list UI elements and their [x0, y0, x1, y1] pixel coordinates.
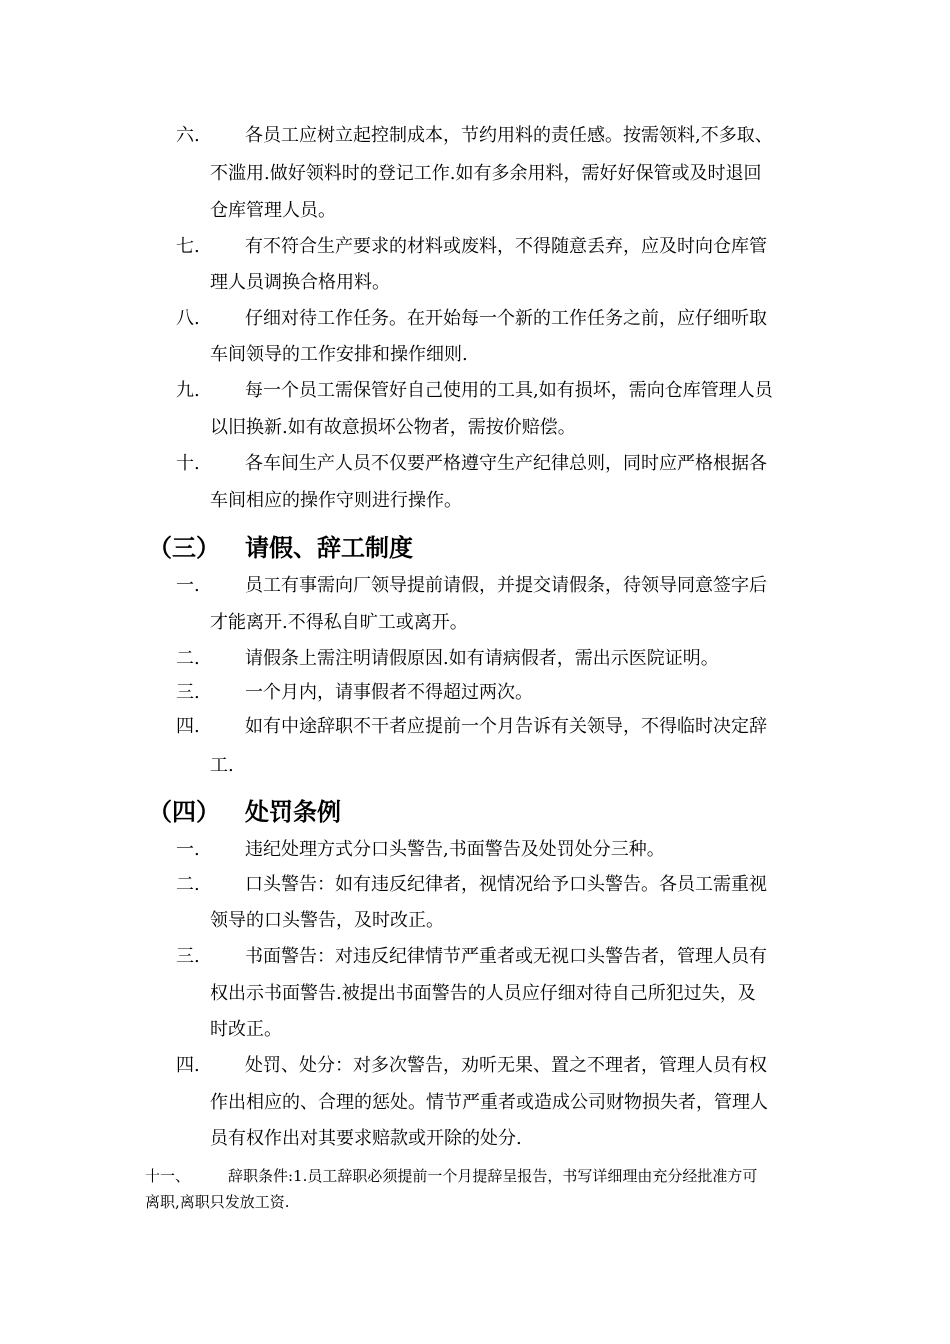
- item-text-line: 员工有事需向厂领导提前请假，并提交请假条，待领导同意签字后: [245, 575, 767, 596]
- item-text-line: 请假条上需注明请假原因.如有请病假者，需出示医院证明。: [245, 648, 719, 669]
- item-text-line: 车间相应的操作守则进行操作。: [210, 490, 462, 511]
- section-title: 请假、辞工制度: [245, 533, 413, 562]
- item-number: 三.: [176, 946, 200, 967]
- item-text-line: 违纪处理方式分口头警告,书面警告及处罚处分三种。: [245, 839, 665, 860]
- item-number: 二.: [176, 648, 200, 669]
- item-text-line: 有不符合生产要求的材料或废料，不得随意丢弃，应及时向仓库管: [245, 236, 767, 257]
- item-text-line: 作出相应的、合理的惩处。情节严重者或造成公司财物损失者，管理人: [210, 1092, 768, 1113]
- item-text-line: 书面警告：对违反纪律情节严重者或无视口头警告者，管理人员有: [245, 946, 767, 967]
- item-number: 四.: [176, 716, 200, 737]
- item-text-line: 以旧换新.如有故意损坏公物者，需按价赔偿。: [210, 417, 576, 438]
- item-number: 二.: [176, 874, 200, 895]
- item-number: 四.: [176, 1055, 200, 1076]
- item-text-line: 口头警告：如有违反纪律者，视情况给予口头警告。各员工需重视: [245, 874, 767, 895]
- item-number: 一.: [176, 839, 200, 860]
- item-number: 六.: [176, 125, 200, 146]
- item-number: 七.: [176, 236, 200, 257]
- item-number: 八.: [176, 308, 200, 329]
- item-text-line: 各员工应树立起控制成本，节约用料的责任感。按需领料,不多取、: [245, 125, 773, 146]
- section-title: 处罚条例: [245, 797, 341, 826]
- item-number: 三.: [176, 682, 200, 703]
- section-number: （三）: [148, 533, 220, 562]
- item-text-line: 才能离开.不得私自旷工或离开。: [210, 612, 468, 633]
- item-text-line: 仓库管理人员。: [210, 200, 336, 221]
- item-text-line: 时改正。: [210, 1019, 282, 1040]
- clause-text-line: 辞职条件:1.员工辞职必须提前一个月提辞呈报告，书写详细理由充分经批准方可: [228, 1167, 758, 1185]
- item-text-line: 仔细对待工作任务。在开始每一个新的工作任务之前，应仔细听取: [245, 308, 767, 329]
- item-text-line: 不滥用.做好领料时的登记工作.如有多余用料，需好好保管或及时退回: [210, 163, 762, 184]
- item-text-line: 如有中途辞职不干者应提前一个月告诉有关领导，不得临时决定辞: [245, 716, 767, 737]
- item-number: 十.: [176, 453, 200, 474]
- item-number: 九.: [176, 380, 200, 401]
- item-text-line: 工.: [210, 755, 234, 776]
- item-text-line: 各车间生产人员不仅要严格遵守生产纪律总则，同时应严格根据各: [245, 453, 767, 474]
- clause-text-line: 离职,离职只发放工资.: [145, 1193, 290, 1211]
- item-text-line: 车间领导的工作安排和操作细则.: [210, 344, 468, 365]
- item-text-line: 每一个员工需保管好自己使用的工具,如有损坏，需向仓库管理人员: [245, 380, 773, 401]
- item-text-line: 处罚、处分：对多次警告，劝听无果、置之不理者，管理人员有权: [245, 1055, 767, 1076]
- item-text-line: 员有权作出对其要求赔款或开除的处分.: [210, 1128, 522, 1149]
- item-number: 一.: [176, 575, 200, 596]
- clause-number: 十一、: [145, 1167, 191, 1185]
- item-text-line: 一个月内，请事假者不得超过两次。: [245, 682, 533, 703]
- item-text-line: 理人员调换合格用料。: [210, 272, 390, 293]
- section-number: （四）: [148, 797, 220, 826]
- item-text-line: 权出示书面警告.被提出书面警告的人员应仔细对待自己所犯过失，及: [210, 983, 756, 1004]
- item-text-line: 领导的口头警告，及时改正。: [210, 910, 444, 931]
